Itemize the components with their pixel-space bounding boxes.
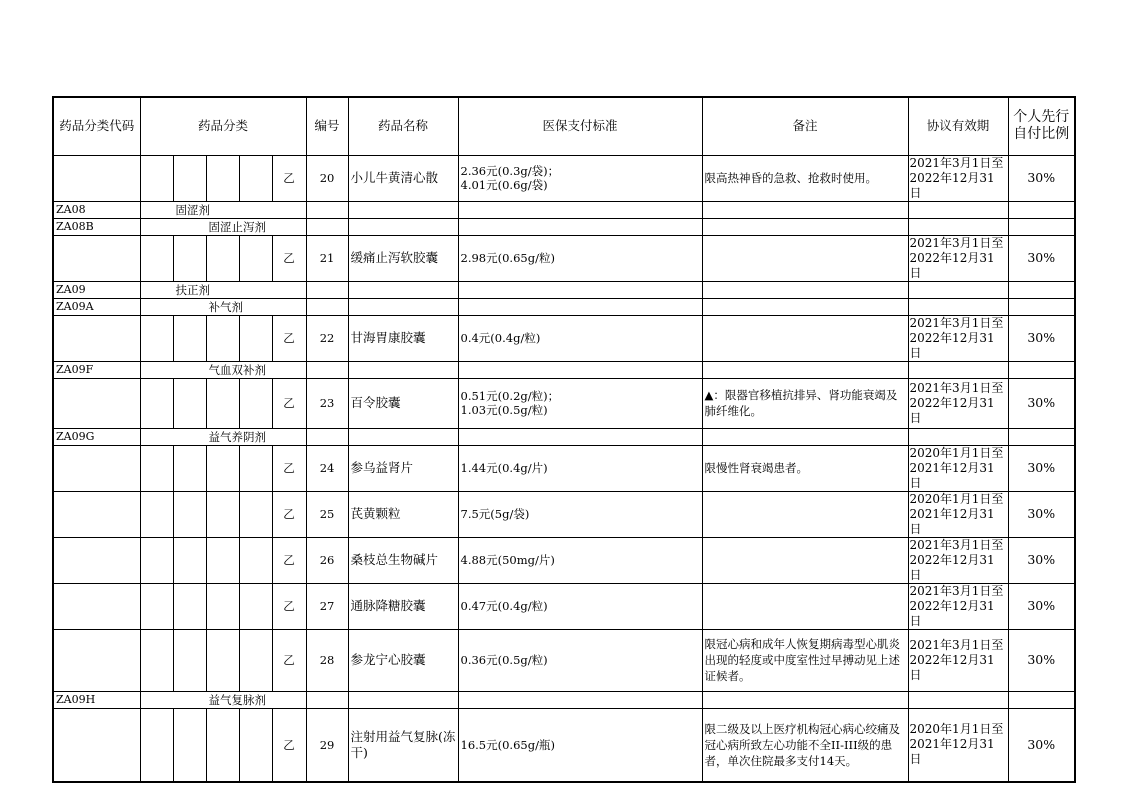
- category-label: 扶正剂: [140, 281, 306, 298]
- validity-period: 2020年1月1日至 2021年12月31日: [908, 445, 1008, 491]
- category-row: [53, 201, 1075, 218]
- empty-cell: [908, 428, 1008, 445]
- payment-standard: 0.36元(0.5g/粒): [458, 629, 702, 691]
- header-payment: 医保支付标准: [458, 97, 702, 155]
- drug-name: 桑枝总生物碱片: [348, 537, 458, 583]
- empty-cell: [458, 218, 702, 235]
- drug-row: [53, 378, 1075, 428]
- payment-standard: 7.5元(5g/袋): [458, 491, 702, 537]
- drug-name: 注射用益气复脉(冻干): [348, 708, 458, 782]
- drug-name: 甘海胃康胶囊: [348, 315, 458, 361]
- empty-cell: [239, 378, 272, 428]
- category-row: [53, 298, 1075, 315]
- drug-level: 乙: [272, 491, 306, 537]
- category-label: 益气复脉剂: [140, 691, 306, 708]
- empty-cell: [239, 583, 272, 629]
- empty-cell: [348, 281, 458, 298]
- empty-cell: [206, 708, 239, 782]
- empty-cell: [53, 155, 140, 201]
- empty-cell: [173, 629, 206, 691]
- category-label: 益气养阴剂: [140, 428, 306, 445]
- self-pay-ratio: 30%: [1008, 583, 1075, 629]
- category-label: 固涩剂: [140, 201, 306, 218]
- empty-cell: [206, 235, 239, 281]
- drug-level: 乙: [272, 629, 306, 691]
- drug-row: [53, 583, 1075, 629]
- category-row: [53, 691, 1075, 708]
- category-code: ZA08: [53, 201, 140, 218]
- empty-cell: [239, 155, 272, 201]
- drug-remark: [702, 315, 908, 361]
- drug-level: 乙: [272, 537, 306, 583]
- empty-cell: [348, 298, 458, 315]
- drug-level: 乙: [272, 583, 306, 629]
- empty-cell: [206, 537, 239, 583]
- empty-cell: [1008, 281, 1075, 298]
- empty-cell: [173, 155, 206, 201]
- drug-remark: 限高热神昏的急救、抢救时使用。: [702, 155, 908, 201]
- drug-level: 乙: [272, 708, 306, 782]
- empty-cell: [306, 218, 348, 235]
- payment-standard: 0.4元(0.4g/粒): [458, 315, 702, 361]
- header-row: [53, 97, 1075, 155]
- header-category: 药品分类: [140, 97, 306, 155]
- empty-cell: [140, 155, 173, 201]
- empty-cell: [458, 691, 702, 708]
- empty-cell: [53, 629, 140, 691]
- payment-standard: 0.51元(0.2g/粒)； 1.03元(0.5g/粒): [458, 378, 702, 428]
- empty-cell: [1008, 691, 1075, 708]
- drug-row: [53, 708, 1075, 782]
- empty-cell: [239, 629, 272, 691]
- payment-standard: 16.5元(0.65g/瓶): [458, 708, 702, 782]
- empty-cell: [206, 629, 239, 691]
- empty-cell: [908, 298, 1008, 315]
- empty-cell: [306, 201, 348, 218]
- drug-row: [53, 235, 1075, 281]
- empty-cell: [53, 445, 140, 491]
- empty-cell: [239, 315, 272, 361]
- empty-cell: [173, 708, 206, 782]
- validity-period: 2021年3月1日至 2022年12月31日: [908, 315, 1008, 361]
- self-pay-ratio: 30%: [1008, 491, 1075, 537]
- drug-name: 通脉降糖胶囊: [348, 583, 458, 629]
- drug-level: 乙: [272, 155, 306, 201]
- drug-number: 29: [306, 708, 348, 782]
- empty-cell: [206, 155, 239, 201]
- empty-cell: [1008, 298, 1075, 315]
- drug-remark: [702, 235, 908, 281]
- empty-cell: [458, 201, 702, 218]
- empty-cell: [173, 378, 206, 428]
- empty-cell: [458, 298, 702, 315]
- validity-period: 2021年3月1日至 2022年12月31日: [908, 235, 1008, 281]
- payment-standard: 0.47元(0.4g/粒): [458, 583, 702, 629]
- empty-cell: [908, 361, 1008, 378]
- drug-number: 27: [306, 583, 348, 629]
- empty-cell: [702, 298, 908, 315]
- drug-table-wrapper: [52, 96, 1076, 783]
- empty-cell: [239, 708, 272, 782]
- empty-cell: [173, 537, 206, 583]
- drug-remark: 限慢性肾衰竭患者。: [702, 445, 908, 491]
- empty-cell: [173, 235, 206, 281]
- drug-number: 21: [306, 235, 348, 281]
- header-validity: 协议有效期: [908, 97, 1008, 155]
- empty-cell: [348, 361, 458, 378]
- category-row: [53, 428, 1075, 445]
- drug-name: 小儿牛黄清心散: [348, 155, 458, 201]
- drug-number: 24: [306, 445, 348, 491]
- empty-cell: [908, 691, 1008, 708]
- payment-standard: 2.36元(0.3g/袋)； 4.01元(0.6g/袋): [458, 155, 702, 201]
- empty-cell: [458, 428, 702, 445]
- header-number: 编号: [306, 97, 348, 155]
- category-code: ZA09A: [53, 298, 140, 315]
- header-name: 药品名称: [348, 97, 458, 155]
- self-pay-ratio: 30%: [1008, 155, 1075, 201]
- self-pay-ratio: 30%: [1008, 378, 1075, 428]
- validity-period: 2021年3月1日至 2022年12月31日: [908, 583, 1008, 629]
- empty-cell: [239, 445, 272, 491]
- empty-cell: [206, 445, 239, 491]
- category-code: ZA09G: [53, 428, 140, 445]
- drug-catalog-table: [52, 96, 1076, 783]
- category-row: [53, 218, 1075, 235]
- drug-number: 23: [306, 378, 348, 428]
- empty-cell: [140, 537, 173, 583]
- validity-period: 2021年3月1日至 2022年12月31日: [908, 378, 1008, 428]
- empty-cell: [908, 201, 1008, 218]
- drug-row: [53, 537, 1075, 583]
- drug-remark: 限二级及以上医疗机构冠心病心绞痛及冠心病所致左心功能不全II-III级的患者，单次住院最多支付14天。: [702, 708, 908, 782]
- empty-cell: [140, 235, 173, 281]
- header-code: 药品分类代码: [53, 97, 140, 155]
- drug-row: [53, 629, 1075, 691]
- empty-cell: [140, 445, 173, 491]
- drug-number: 22: [306, 315, 348, 361]
- empty-cell: [173, 445, 206, 491]
- validity-period: 2020年1月1日至 2021年12月31日: [908, 491, 1008, 537]
- empty-cell: [1008, 361, 1075, 378]
- empty-cell: [702, 218, 908, 235]
- empty-cell: [239, 235, 272, 281]
- drug-row: [53, 155, 1075, 201]
- drug-name: 芪黄颗粒: [348, 491, 458, 537]
- drug-level: 乙: [272, 445, 306, 491]
- category-row: [53, 281, 1075, 298]
- drug-level: 乙: [272, 235, 306, 281]
- category-label: 固涩止泻剂: [140, 218, 306, 235]
- empty-cell: [702, 361, 908, 378]
- validity-period: 2021年3月1日至 2022年12月31日: [908, 629, 1008, 691]
- empty-cell: [348, 428, 458, 445]
- category-code: ZA09F: [53, 361, 140, 378]
- empty-cell: [306, 691, 348, 708]
- empty-cell: [348, 218, 458, 235]
- drug-remark: [702, 491, 908, 537]
- drug-number: 26: [306, 537, 348, 583]
- validity-period: 2021年3月1日至 2022年12月31日: [908, 155, 1008, 201]
- empty-cell: [140, 629, 173, 691]
- empty-cell: [306, 298, 348, 315]
- payment-standard: 1.44元(0.4g/片): [458, 445, 702, 491]
- empty-cell: [306, 281, 348, 298]
- empty-cell: [239, 491, 272, 537]
- empty-cell: [239, 537, 272, 583]
- self-pay-ratio: 30%: [1008, 235, 1075, 281]
- empty-cell: [53, 537, 140, 583]
- empty-cell: [206, 378, 239, 428]
- drug-remark: 限冠心病和成年人恢复期病毒型心肌炎出现的轻度或中度室性过早搏动见上述证候者。: [702, 629, 908, 691]
- self-pay-ratio: 30%: [1008, 315, 1075, 361]
- empty-cell: [53, 491, 140, 537]
- empty-cell: [458, 281, 702, 298]
- drug-number: 20: [306, 155, 348, 201]
- empty-cell: [306, 361, 348, 378]
- self-pay-ratio: 30%: [1008, 537, 1075, 583]
- header-ratio: 个人先行自付比例: [1008, 97, 1075, 155]
- empty-cell: [53, 235, 140, 281]
- empty-cell: [908, 281, 1008, 298]
- empty-cell: [348, 201, 458, 218]
- empty-cell: [702, 691, 908, 708]
- empty-cell: [702, 281, 908, 298]
- self-pay-ratio: 30%: [1008, 708, 1075, 782]
- empty-cell: [53, 378, 140, 428]
- category-code: ZA08B: [53, 218, 140, 235]
- payment-standard: 2.98元(0.65g/粒): [458, 235, 702, 281]
- empty-cell: [206, 315, 239, 361]
- category-label: 气血双补剂: [140, 361, 306, 378]
- drug-number: 25: [306, 491, 348, 537]
- drug-row: [53, 491, 1075, 537]
- empty-cell: [53, 583, 140, 629]
- payment-standard: 4.88元(50mg/片): [458, 537, 702, 583]
- empty-cell: [1008, 218, 1075, 235]
- empty-cell: [173, 583, 206, 629]
- drug-level: 乙: [272, 315, 306, 361]
- empty-cell: [173, 315, 206, 361]
- drug-remark: ▲：限器官移植抗排异、肾功能衰竭及肺纤维化。: [702, 378, 908, 428]
- empty-cell: [140, 315, 173, 361]
- empty-cell: [702, 201, 908, 218]
- empty-cell: [1008, 428, 1075, 445]
- empty-cell: [53, 315, 140, 361]
- drug-name: 百令胶囊: [348, 378, 458, 428]
- empty-cell: [1008, 201, 1075, 218]
- empty-cell: [206, 583, 239, 629]
- self-pay-ratio: 30%: [1008, 445, 1075, 491]
- empty-cell: [140, 583, 173, 629]
- drug-name: 缓痛止泻软胶囊: [348, 235, 458, 281]
- category-code: ZA09H: [53, 691, 140, 708]
- drug-row: [53, 445, 1075, 491]
- drug-remark: [702, 583, 908, 629]
- drug-number: 28: [306, 629, 348, 691]
- self-pay-ratio: 30%: [1008, 629, 1075, 691]
- empty-cell: [348, 691, 458, 708]
- empty-cell: [140, 491, 173, 537]
- empty-cell: [206, 491, 239, 537]
- category-label: 补气剂: [140, 298, 306, 315]
- drug-level: 乙: [272, 378, 306, 428]
- empty-cell: [140, 708, 173, 782]
- validity-period: 2020年1月1日至 2021年12月31日: [908, 708, 1008, 782]
- drug-name: 参龙宁心胶囊: [348, 629, 458, 691]
- category-row: [53, 361, 1075, 378]
- drug-row: [53, 315, 1075, 361]
- empty-cell: [458, 361, 702, 378]
- drug-name: 参乌益肾片: [348, 445, 458, 491]
- empty-cell: [140, 378, 173, 428]
- empty-cell: [173, 491, 206, 537]
- empty-cell: [702, 428, 908, 445]
- empty-cell: [306, 428, 348, 445]
- drug-remark: [702, 537, 908, 583]
- category-code: ZA09: [53, 281, 140, 298]
- empty-cell: [53, 708, 140, 782]
- empty-cell: [908, 218, 1008, 235]
- validity-period: 2021年3月1日至 2022年12月31日: [908, 537, 1008, 583]
- header-remarks: 备注: [702, 97, 908, 155]
